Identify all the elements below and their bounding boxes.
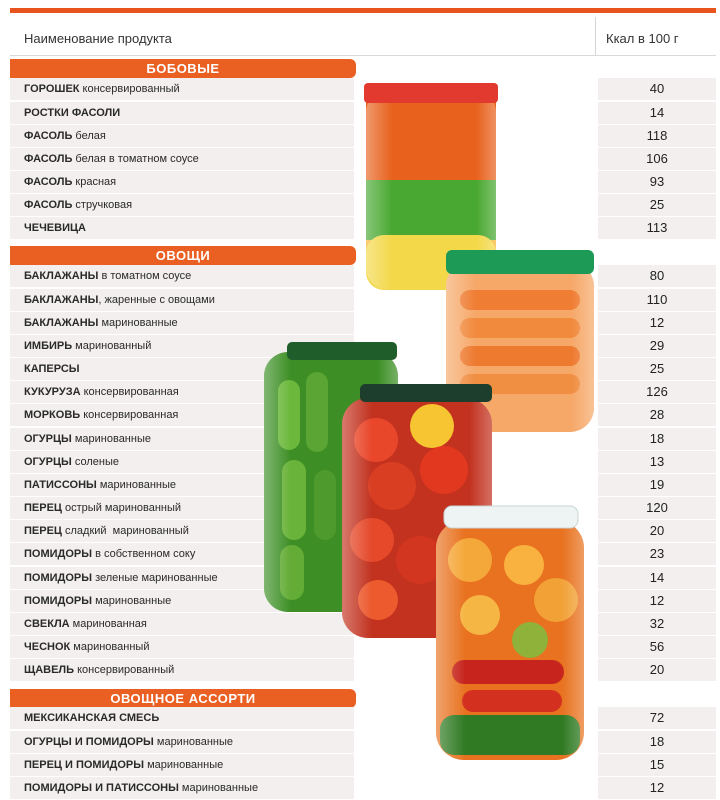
table-row bbox=[10, 217, 716, 239]
kcal-value: 14 bbox=[598, 567, 716, 589]
kcal-value: 23 bbox=[598, 543, 716, 565]
section-title: БОБОВЫЕ bbox=[10, 59, 356, 78]
product-name-detail: консервированный bbox=[79, 83, 180, 95]
product-name bbox=[24, 543, 195, 565]
top-accent-bar bbox=[10, 8, 716, 13]
kcal-value: 15 bbox=[598, 754, 716, 776]
product-name-cell bbox=[10, 754, 354, 776]
product-name-detail: маринованный bbox=[72, 340, 152, 352]
product-name-cell bbox=[10, 659, 354, 681]
table-row bbox=[10, 659, 716, 681]
product-name-cell bbox=[10, 731, 354, 753]
product-name-detail: сладкий маринованный bbox=[61, 525, 189, 537]
kcal-value: 12 bbox=[598, 777, 716, 799]
kcal-value: 25 bbox=[598, 358, 716, 380]
kcal-value: 14 bbox=[598, 102, 716, 124]
product-name-detail: соленые bbox=[71, 456, 119, 468]
product-name-detail: маринованные bbox=[178, 782, 259, 794]
kcal-value: 120 bbox=[598, 497, 716, 519]
table-row bbox=[10, 636, 716, 658]
header-kcal: Ккал в 100 г bbox=[606, 31, 679, 46]
product-name bbox=[24, 777, 258, 799]
table-row bbox=[10, 497, 716, 519]
table-row bbox=[10, 404, 716, 426]
kcal-value: 13 bbox=[598, 451, 716, 473]
product-name-cell bbox=[10, 451, 354, 473]
product-name-cell bbox=[10, 335, 354, 357]
product-name-cell bbox=[10, 404, 354, 426]
product-name-bold: РОСТКИ ФАСОЛИ bbox=[24, 107, 121, 119]
product-name bbox=[24, 381, 179, 403]
kcal-value: 126 bbox=[598, 381, 716, 403]
kcal-value: 12 bbox=[598, 312, 716, 334]
header-divider bbox=[595, 17, 596, 55]
product-name-bold: КАПЕРСЫ bbox=[24, 363, 80, 375]
table-row bbox=[10, 474, 716, 496]
table-row bbox=[10, 567, 716, 589]
table-row bbox=[10, 451, 716, 473]
table-row bbox=[10, 777, 716, 799]
kcal-value: 93 bbox=[598, 171, 716, 193]
product-name bbox=[24, 474, 176, 496]
product-name bbox=[24, 125, 106, 147]
product-name-cell bbox=[10, 289, 354, 311]
kcal-value: 118 bbox=[598, 125, 716, 147]
product-name-bold: ФАСОЛЬ bbox=[24, 176, 73, 188]
product-name-detail: красная bbox=[72, 176, 117, 188]
product-name bbox=[24, 404, 178, 426]
product-name bbox=[24, 451, 119, 473]
table-row bbox=[10, 265, 716, 287]
table-row bbox=[10, 289, 716, 311]
table-row bbox=[10, 520, 716, 542]
product-name-bold: ЧЕСНОК bbox=[24, 641, 71, 653]
section-title: ОВОЩНОЕ АССОРТИ bbox=[10, 689, 356, 708]
kcal-value: 20 bbox=[598, 659, 716, 681]
product-name bbox=[24, 358, 80, 380]
product-name-detail: маринованные bbox=[153, 736, 234, 748]
product-name-cell bbox=[10, 497, 354, 519]
product-name-detail: стручковая bbox=[72, 199, 133, 211]
product-name-bold: СВЕКЛА bbox=[24, 618, 70, 630]
kcal-value: 110 bbox=[598, 289, 716, 311]
product-name-bold: ГОРОШЕК bbox=[24, 83, 80, 95]
kcal-value: 28 bbox=[598, 404, 716, 426]
product-name bbox=[24, 707, 159, 729]
table-row bbox=[10, 335, 716, 357]
table-row bbox=[10, 590, 716, 612]
product-name-detail: , жаренные с овощами bbox=[98, 294, 215, 306]
product-name-cell bbox=[10, 78, 354, 100]
product-name bbox=[24, 171, 116, 193]
kcal-value: 106 bbox=[598, 148, 716, 170]
product-name-detail: зеленые маринованные bbox=[92, 572, 218, 584]
product-name-bold: ЩАВЕЛЬ bbox=[24, 664, 75, 676]
product-name-detail: в томатном соусе bbox=[98, 270, 192, 282]
product-name-cell bbox=[10, 265, 354, 287]
product-name bbox=[24, 613, 147, 635]
product-name-bold: ФАСОЛЬ bbox=[24, 199, 73, 211]
product-name bbox=[24, 312, 178, 334]
product-name bbox=[24, 428, 151, 450]
kcal-value: 18 bbox=[598, 731, 716, 753]
product-name-cell bbox=[10, 194, 354, 216]
product-name-bold: ПЕРЕЦ bbox=[24, 502, 62, 514]
product-name-bold: ЧЕЧЕВИЦА bbox=[24, 222, 86, 234]
product-name-cell bbox=[10, 171, 354, 193]
kcal-value: 18 bbox=[598, 428, 716, 450]
product-name-detail: маринованные bbox=[96, 479, 177, 491]
kcal-value: 25 bbox=[598, 194, 716, 216]
product-name-detail: маринованные bbox=[98, 317, 178, 329]
product-name-cell bbox=[10, 428, 354, 450]
product-name-detail: маринованные bbox=[71, 433, 151, 445]
product-name-detail: маринованный bbox=[70, 641, 150, 653]
table-row bbox=[10, 78, 716, 100]
kcal-value: 113 bbox=[598, 217, 716, 239]
kcal-value: 72 bbox=[598, 707, 716, 729]
kcal-value: 56 bbox=[598, 636, 716, 658]
product-name-cell bbox=[10, 102, 354, 124]
table-row bbox=[10, 381, 716, 403]
table-header bbox=[10, 17, 716, 56]
product-name-bold: ПОМИДОРЫ bbox=[24, 548, 93, 560]
product-name-bold: ПЕРЕЦ И ПОМИДОРЫ bbox=[24, 759, 145, 771]
kcal-value: 32 bbox=[598, 613, 716, 635]
product-name-detail: белая bbox=[72, 130, 106, 142]
product-name bbox=[24, 335, 151, 357]
product-name bbox=[24, 659, 174, 681]
product-name-cell bbox=[10, 520, 354, 542]
product-name-bold: МОРКОВЬ bbox=[24, 409, 81, 421]
product-name-detail: белая в томатном соусе bbox=[72, 153, 199, 165]
product-name-bold: КУКУРУЗА bbox=[24, 386, 81, 398]
product-name-bold: БАКЛАЖАНЫ bbox=[24, 270, 99, 282]
product-name-cell bbox=[10, 381, 354, 403]
product-name-bold: БАКЛАЖАНЫ bbox=[24, 317, 99, 329]
table-row bbox=[10, 312, 716, 334]
product-name-cell bbox=[10, 636, 354, 658]
section-title: ОВОЩИ bbox=[10, 246, 356, 265]
kcal-value: 12 bbox=[598, 590, 716, 612]
product-name-bold: ПАТИССОНЫ bbox=[24, 479, 97, 491]
product-name-cell bbox=[10, 613, 354, 635]
product-name bbox=[24, 78, 180, 100]
product-name-bold: БАКЛАЖАНЫ bbox=[24, 294, 99, 306]
product-name bbox=[24, 102, 120, 124]
product-name bbox=[24, 731, 233, 753]
product-name-cell bbox=[10, 777, 354, 799]
kcal-value: 19 bbox=[598, 474, 716, 496]
product-name-bold: ОГУРЦЫ bbox=[24, 456, 72, 468]
product-name-bold: ФАСОЛЬ bbox=[24, 130, 73, 142]
table-row bbox=[10, 731, 716, 753]
product-name-detail: острый маринованный bbox=[61, 502, 182, 514]
product-name bbox=[24, 590, 171, 612]
kcal-value: 80 bbox=[598, 265, 716, 287]
product-name-detail: маринованные bbox=[92, 595, 172, 607]
product-name-bold: ФАСОЛЬ bbox=[24, 153, 73, 165]
product-name bbox=[24, 497, 181, 519]
product-name-bold: ПЕРЕЦ bbox=[24, 525, 62, 537]
table-row bbox=[10, 194, 716, 216]
product-name-detail: в собственном соку bbox=[92, 548, 196, 560]
product-name-cell bbox=[10, 125, 354, 147]
product-name-cell bbox=[10, 312, 354, 334]
product-name-detail: консервированная bbox=[80, 409, 179, 421]
kcal-value: 20 bbox=[598, 520, 716, 542]
table-row bbox=[10, 125, 716, 147]
product-name bbox=[24, 194, 132, 216]
product-name bbox=[24, 148, 199, 170]
table-row bbox=[10, 102, 716, 124]
product-name bbox=[24, 520, 189, 542]
product-name-bold: ПОМИДОРЫ bbox=[24, 572, 93, 584]
product-name-detail: маринованные bbox=[144, 759, 224, 771]
product-name-cell bbox=[10, 707, 354, 729]
product-name-cell bbox=[10, 567, 354, 589]
product-name-bold: ОГУРЦЫ И ПОМИДОРЫ bbox=[24, 736, 154, 748]
product-name bbox=[24, 636, 149, 658]
table-row bbox=[10, 543, 716, 565]
product-name bbox=[24, 754, 223, 776]
kcal-value: 29 bbox=[598, 335, 716, 357]
product-name-cell bbox=[10, 217, 354, 239]
product-name bbox=[24, 217, 86, 239]
table-row bbox=[10, 707, 716, 729]
product-name-bold: ОГУРЦЫ bbox=[24, 433, 72, 445]
product-name-detail: консервированная bbox=[80, 386, 179, 398]
table-row bbox=[10, 148, 716, 170]
product-name-detail: маринованная bbox=[69, 618, 147, 630]
product-name-bold: ПОМИДОРЫ bbox=[24, 595, 93, 607]
product-name-detail: консервированный bbox=[74, 664, 175, 676]
product-name-bold: ПОМИДОРЫ И ПАТИССОНЫ bbox=[24, 782, 179, 794]
table-row bbox=[10, 358, 716, 380]
product-name bbox=[24, 289, 215, 311]
header-product-name: Наименование продукта bbox=[24, 31, 172, 46]
product-name-cell bbox=[10, 474, 354, 496]
table-row bbox=[10, 171, 716, 193]
table-row bbox=[10, 613, 716, 635]
product-name-bold: МЕКСИКАНСКАЯ СМЕСЬ bbox=[24, 712, 160, 724]
product-name bbox=[24, 567, 218, 589]
table-row bbox=[10, 754, 716, 776]
kcal-value: 40 bbox=[598, 78, 716, 100]
table-row bbox=[10, 428, 716, 450]
product-name-cell bbox=[10, 148, 354, 170]
product-name-bold: ИМБИРЬ bbox=[24, 340, 73, 352]
product-name-cell bbox=[10, 590, 354, 612]
product-name-cell bbox=[10, 543, 354, 565]
product-name bbox=[24, 265, 191, 287]
product-name-cell bbox=[10, 358, 354, 380]
